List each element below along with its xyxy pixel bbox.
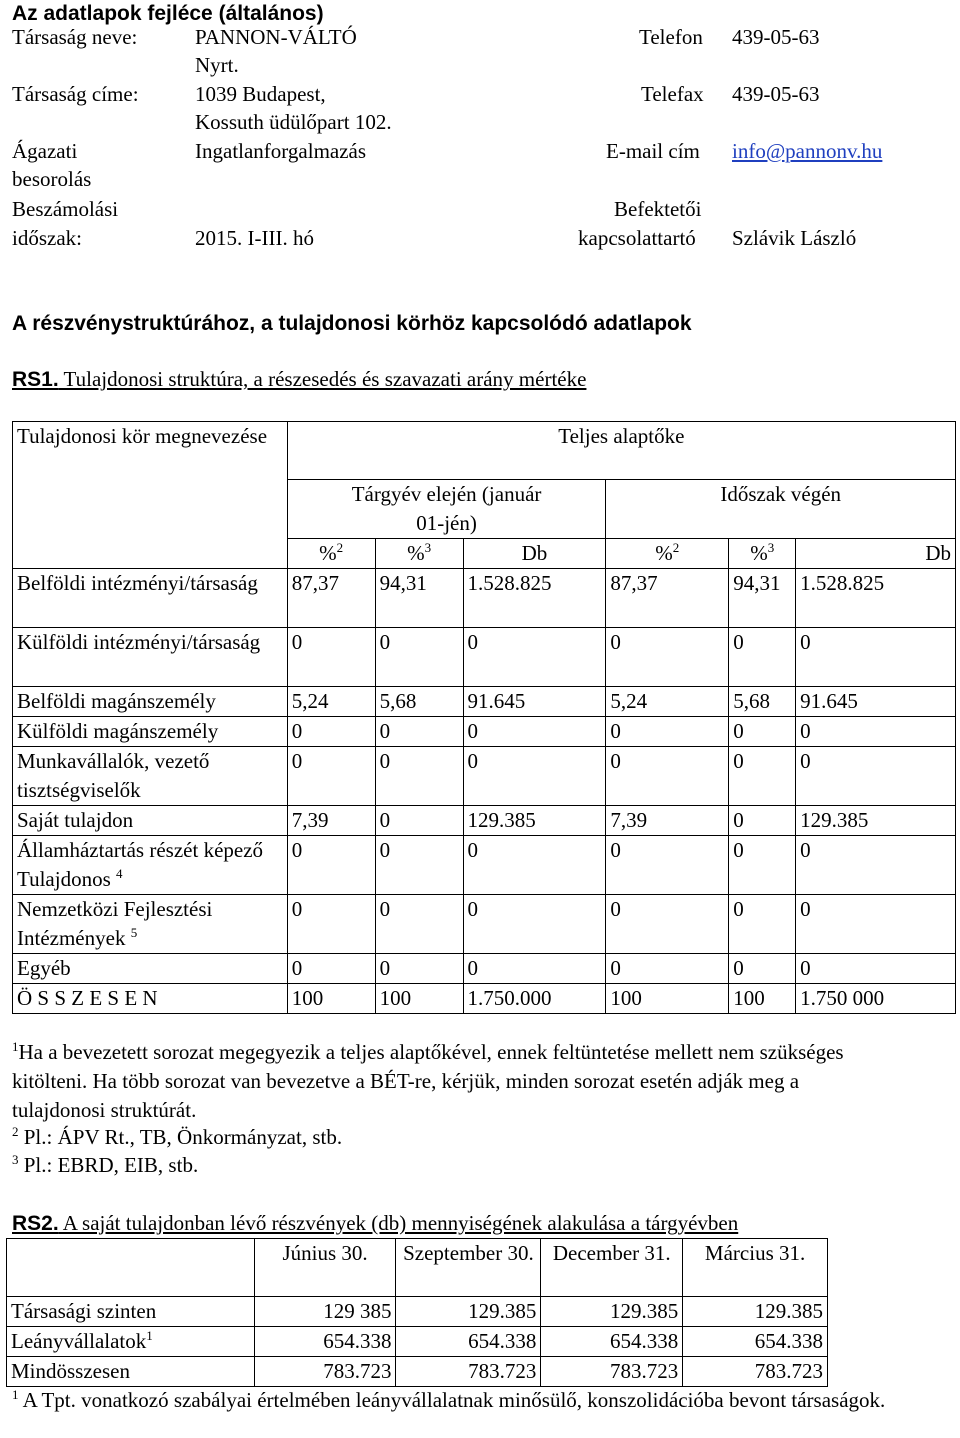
- ir-label-1: Befektetői: [614, 197, 702, 221]
- cell-value: 0: [375, 747, 463, 806]
- table-row: [7, 1327, 828, 1357]
- cell-value: 1.528.825: [463, 569, 606, 628]
- rs2-header-blank: [7, 1239, 255, 1297]
- cell-value: 783.723: [254, 1357, 396, 1387]
- cell-value: 0: [796, 717, 956, 747]
- cell-value: 0: [606, 895, 729, 954]
- table-row: [7, 1357, 828, 1387]
- cell-value: 0: [463, 747, 606, 806]
- rs2-header-col-4: Március 31.: [683, 1239, 828, 1297]
- cell-value: 0: [729, 717, 796, 747]
- row-label: Ö S S Z E S E N: [13, 984, 288, 1014]
- table-row: [13, 569, 956, 628]
- cell-value: 129.385: [396, 1297, 541, 1327]
- cell-value: 87,37: [287, 569, 375, 628]
- rs2-header-col-1: Június 30.: [254, 1239, 396, 1297]
- table-row: [13, 954, 956, 984]
- fax-value: 439-05-63: [732, 82, 820, 106]
- row-label: Államháztartás részét képező Tulajdonos $^4$: [13, 836, 288, 895]
- table-row: [13, 717, 956, 747]
- cell-value: 0: [606, 747, 729, 806]
- cell-value: 0: [729, 747, 796, 806]
- rs2-footnote: $^1$ A Tpt. vonatkozó szabályai értelmében leányvállalatnak minősülő, konszolidációba bevont társaságok.: [12, 1387, 886, 1412]
- cell-value: 0: [375, 895, 463, 954]
- rs2-header-col-2: Szeptember 30.: [396, 1239, 541, 1297]
- cell-value: 0: [375, 628, 463, 687]
- rs2-header-col-3: December 31.: [541, 1239, 683, 1297]
- table-row: [13, 687, 956, 717]
- row-label: Külföldi intézményi/társaság: [13, 628, 288, 687]
- cell-value: 0: [287, 628, 375, 687]
- cell-value: 0: [796, 836, 956, 895]
- rs2-title: A saját tulajdonban lévő részvények (db) mennyiségének alakulása a tárgyévben: [58, 1211, 739, 1235]
- cell-value: 94,31: [729, 569, 796, 628]
- cell-value: 0: [729, 954, 796, 984]
- cell-value: 0: [796, 628, 956, 687]
- cell-value: 100: [729, 984, 796, 1014]
- email-label: E-mail cím: [606, 139, 700, 163]
- row-label: Belföldi intézményi/társaság: [13, 569, 288, 628]
- rs2-code: RS2.: [12, 1212, 59, 1235]
- cell-value: 100: [375, 984, 463, 1014]
- email-link[interactable]: info@pannonv.hu: [732, 139, 883, 163]
- cell-value: 1.528.825: [796, 569, 956, 628]
- cell-value: 1.750 000: [796, 984, 956, 1014]
- cell-value: 0: [287, 954, 375, 984]
- row-label: Nemzetközi Fejlesztési Intézmények $^5$: [13, 895, 288, 954]
- cell-value: 0: [796, 954, 956, 984]
- cell-value: 0: [375, 806, 463, 836]
- rs1-header-end: Időszak végén: [606, 480, 956, 539]
- cell-value: 0: [796, 895, 956, 954]
- rs1-table: [12, 421, 956, 1014]
- cell-value: 783.723: [683, 1357, 828, 1387]
- cell-value: 129.385: [683, 1297, 828, 1327]
- period-label-1: Beszámolási: [12, 197, 119, 221]
- table-row: [13, 895, 956, 954]
- row-label: Leányvállalatok$^1$: [7, 1327, 255, 1357]
- cell-value: 129.385: [463, 806, 606, 836]
- table-row: [7, 1297, 828, 1327]
- table-row: [13, 836, 956, 895]
- cell-value: 0: [463, 717, 606, 747]
- cell-value: 5,68: [375, 687, 463, 717]
- period-value: 2015. I-III. hó: [195, 226, 314, 250]
- cell-value: 783.723: [541, 1357, 683, 1387]
- row-label: Társasági szinten: [7, 1297, 255, 1327]
- ir-label-2: kapcsolattartó: [578, 226, 696, 250]
- cell-value: 0: [463, 836, 606, 895]
- fax-label: Telefax: [641, 82, 704, 106]
- phone-label: Telefon: [639, 25, 703, 49]
- rs2-table: [6, 1238, 828, 1387]
- ir-contact: Szlávik László: [732, 226, 857, 250]
- cell-value: 0: [375, 717, 463, 747]
- rs1-header-start: Tárgyév elején (január 01-jén): [287, 480, 606, 539]
- cell-value: 0: [287, 836, 375, 895]
- cell-value: 5,24: [287, 687, 375, 717]
- cell-value: 0: [729, 806, 796, 836]
- cell-value: 0: [606, 717, 729, 747]
- rs1-header-pct2-start: %$^2$: [287, 539, 375, 569]
- cell-value: 0: [463, 628, 606, 687]
- cell-value: 129.385: [541, 1297, 683, 1327]
- rs1-header-pct2-end: %$^2$: [606, 539, 729, 569]
- cell-value: 0: [287, 747, 375, 806]
- rs1-header-pct3-start: %$^3$: [375, 539, 463, 569]
- table-row: [13, 806, 956, 836]
- rs1-header-db-start: Db: [463, 539, 606, 569]
- row-label: Belföldi magánszemély: [13, 687, 288, 717]
- footnote-2: $^2$ Pl.: ÁPV Rt., TB, Önkormányzat, stb.: [12, 1124, 343, 1149]
- phone-value: 439-05-63: [732, 25, 820, 49]
- rs1-header-pct3-end: %$^3$: [729, 539, 796, 569]
- row-label: Mindösszesen: [7, 1357, 255, 1387]
- company-name-line-1: PANNON-VÁLTÓ: [195, 25, 357, 49]
- row-label: Saját tulajdon: [13, 806, 288, 836]
- cell-value: 654.338: [254, 1327, 396, 1357]
- cell-value: 783.723: [396, 1357, 541, 1387]
- cell-value: 0: [375, 954, 463, 984]
- row-label: Egyéb: [13, 954, 288, 984]
- row-label: Munkavállalók, vezető tisztségviselők: [13, 747, 288, 806]
- rs1-code: RS1.: [12, 368, 59, 391]
- section-title: A részvénystruktúrához, a tulajdonosi körhöz kapcsolódó adatlapok: [12, 312, 692, 335]
- rs1-header-total: Teljes alaptőke: [287, 422, 955, 480]
- footnote-1: $^1$Ha a bevezetett sorozat megegyezik a teljes alaptőkével, ennek feltüntetése mellett nem szükséges kitölteni. Ha több sorozat van bevezetve a BÉT-re, kérjük, minden sorozat esetén adják meg a tulajdonosi struktúrát.: [12, 1039, 844, 1122]
- header-title: Az adatlapok fejléce (általános): [12, 2, 324, 25]
- company-name-label: Társaság neve:: [12, 25, 138, 49]
- cell-value: 0: [375, 836, 463, 895]
- cell-value: 5,24: [606, 687, 729, 717]
- rs1-table-body: [13, 569, 956, 1014]
- rs1-header-owner: Tulajdonosi kör megnevezése: [13, 422, 288, 569]
- cell-value: 0: [287, 895, 375, 954]
- cell-value: 5,68: [729, 687, 796, 717]
- footnote-3: $^3$ Pl.: EBRD, EIB, stb.: [12, 1152, 199, 1177]
- rs1-title: Tulajdonosi struktúra, a részesedés és szavazati arány mértéke: [58, 367, 587, 391]
- cell-value: 0: [287, 717, 375, 747]
- cell-value: 91.645: [463, 687, 606, 717]
- cell-value: 100: [606, 984, 729, 1014]
- sector-value: Ingatlanforgalmazás: [195, 139, 367, 163]
- address-line-2: Kossuth üdülőpart 102.: [195, 110, 392, 134]
- table-row: [13, 628, 956, 687]
- cell-value: 7,39: [606, 806, 729, 836]
- cell-value: 7,39: [287, 806, 375, 836]
- cell-value: 0: [729, 836, 796, 895]
- cell-value: 91.645: [796, 687, 956, 717]
- cell-value: 94,31: [375, 569, 463, 628]
- company-name-line-2: Nyrt.: [195, 53, 239, 77]
- cell-value: 0: [463, 895, 606, 954]
- cell-value: 129 385: [254, 1297, 396, 1327]
- cell-value: 100: [287, 984, 375, 1014]
- cell-value: 654.338: [541, 1327, 683, 1357]
- cell-value: 0: [606, 954, 729, 984]
- cell-value: 654.338: [683, 1327, 828, 1357]
- address-label: Társaság címe:: [12, 82, 139, 106]
- cell-value: 0: [606, 836, 729, 895]
- cell-value: 129.385: [796, 806, 956, 836]
- sector-label-2: besorolás: [12, 167, 92, 191]
- cell-value: 0: [796, 747, 956, 806]
- row-label: Külföldi magánszemély: [13, 717, 288, 747]
- cell-value: 0: [729, 628, 796, 687]
- period-label-2: időszak:: [12, 226, 82, 250]
- cell-value: 1.750.000: [463, 984, 606, 1014]
- rs1-heading: [12, 366, 586, 393]
- cell-value: 0: [463, 954, 606, 984]
- cell-value: 87,37: [606, 569, 729, 628]
- cell-value: 0: [606, 628, 729, 687]
- rs2-heading: [12, 1210, 738, 1237]
- sector-label-1: Ágazati: [12, 139, 78, 163]
- cell-value: 654.338: [396, 1327, 541, 1357]
- rs1-header-db-end: Db: [796, 539, 956, 569]
- address-line-1: 1039 Budapest,: [195, 82, 326, 106]
- table-row: [13, 747, 956, 806]
- cell-value: 0: [729, 895, 796, 954]
- table-row: [13, 984, 956, 1014]
- rs2-table-body: [7, 1297, 828, 1387]
